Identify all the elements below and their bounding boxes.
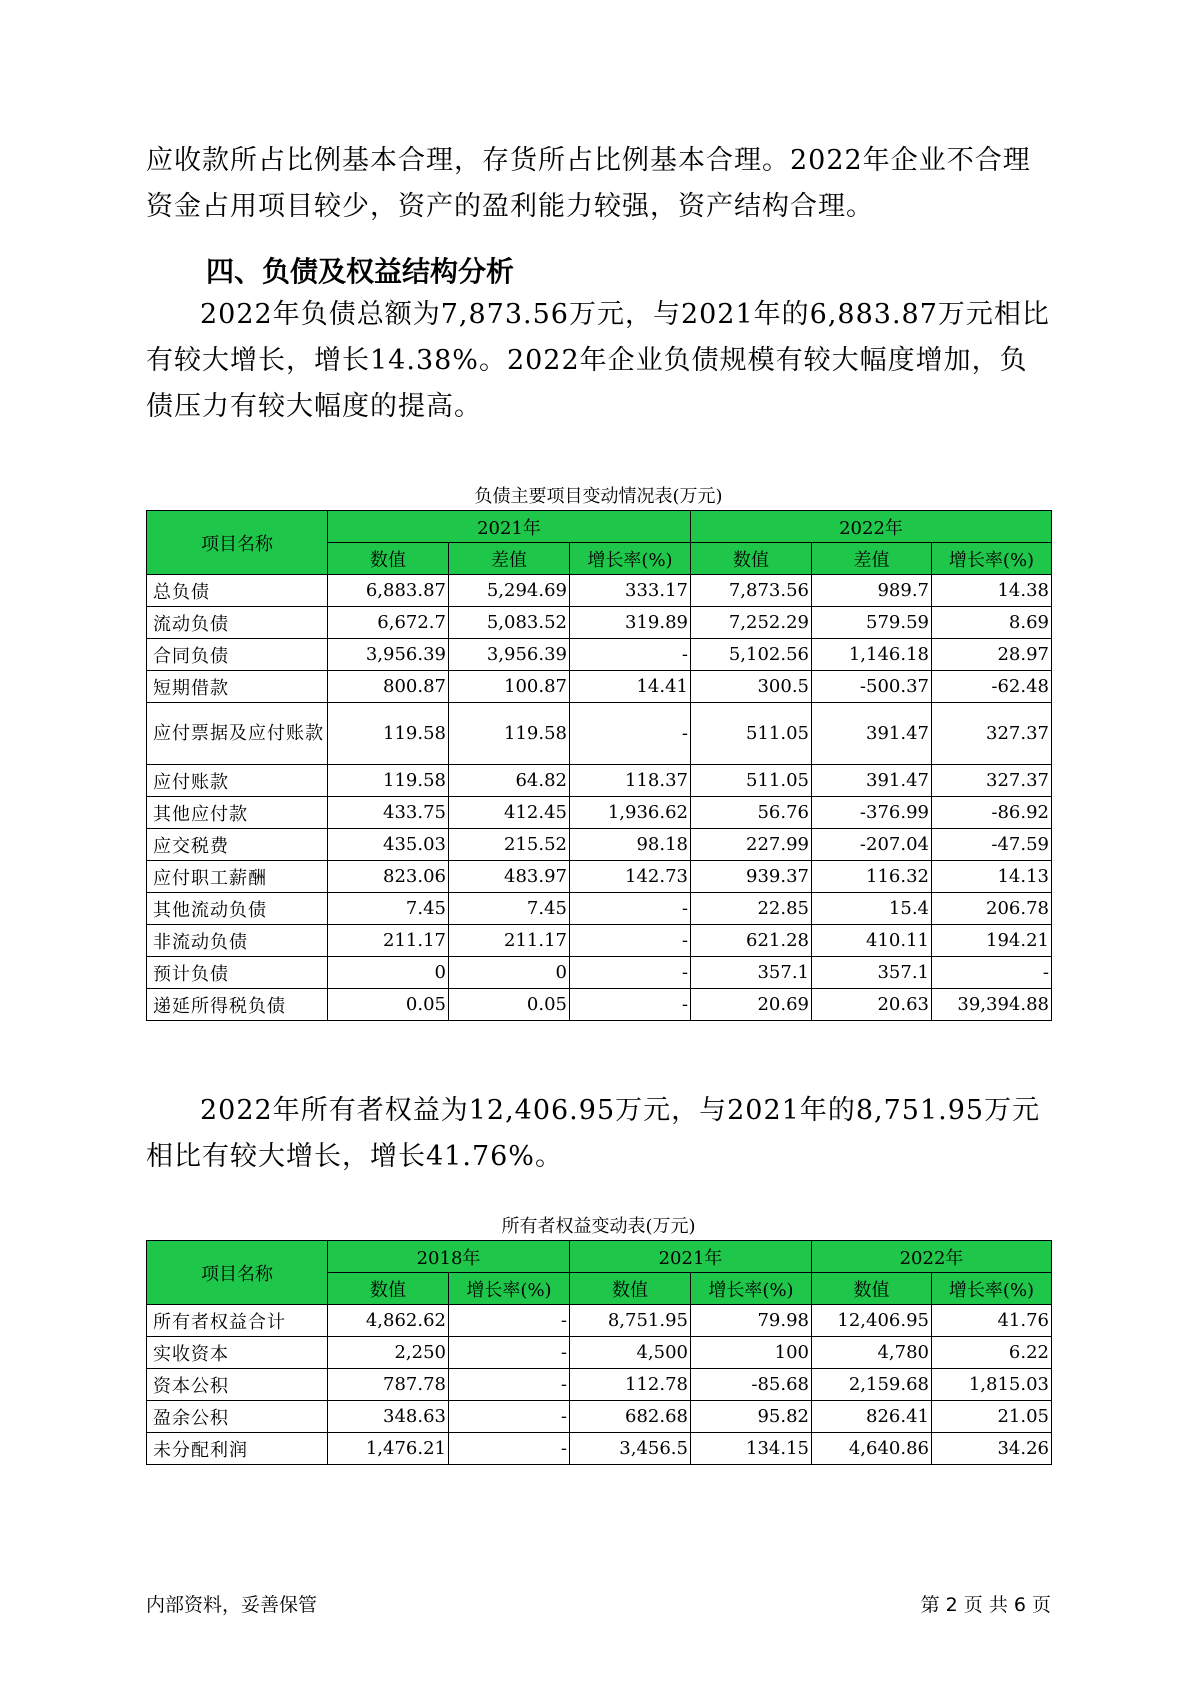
row-label: 其他流动负债 [147,893,328,925]
row-label: 盈余公积 [147,1401,328,1433]
table-row [147,925,1052,957]
liability-table [146,510,1052,1021]
table-cell: 4,780 [812,1337,932,1369]
table-cell: 6.22 [932,1337,1052,1369]
header-year-2021: 2021年 [570,1241,812,1273]
table-cell: 410.11 [812,925,932,957]
table-row [147,893,1052,925]
table-cell: 1,815.03 [932,1369,1052,1401]
table-cell: 211.17 [328,925,449,957]
table-cell: 22.85 [691,893,812,925]
row-label: 应付票据及应付账款 [147,703,328,765]
table-row [147,1337,1052,1369]
table-row [147,1433,1052,1465]
table-cell: 14.41 [570,671,691,703]
table-cell: 300.5 [691,671,812,703]
table-cell: - [449,1401,570,1433]
table-cell: 1,936.62 [570,797,691,829]
table-cell: 41.76 [932,1305,1052,1337]
row-label: 递延所得税负债 [147,989,328,1021]
subheader-value: 数值 [691,543,812,575]
subheader-value: 数值 [328,1273,449,1305]
table-cell: 6,672.7 [328,607,449,639]
section-heading: 四、负债及权益结构分析 [206,255,515,288]
table-cell: 100 [691,1337,812,1369]
header-year-2021: 2021年 [328,511,691,543]
table-cell: 215.52 [449,829,570,861]
row-label: 总负债 [147,575,328,607]
subheader-diff: 差值 [812,543,932,575]
table-row [147,639,1052,671]
table-cell: -62.48 [932,671,1052,703]
table-cell: - [449,1305,570,1337]
table-row [147,607,1052,639]
table-row [147,957,1052,989]
table-cell: 5,294.69 [449,575,570,607]
table-cell: 116.32 [812,861,932,893]
equity-table [146,1240,1052,1465]
table-cell: 319.89 [570,607,691,639]
equity-paragraph: 2022年所有者权益为12,406.95万元，与2021年的8,751.95万元相比有较大增长，增长41.76%。 [146,1095,1041,1172]
table-cell: 327.37 [932,765,1052,797]
table-cell: 142.73 [570,861,691,893]
table-cell: 7.45 [328,893,449,925]
table-cell: 939.37 [691,861,812,893]
table-cell: 12,406.95 [812,1305,932,1337]
table-cell: 0 [449,957,570,989]
table-cell: 39,394.88 [932,989,1052,1021]
header-item-name: 项目名称 [147,511,328,575]
table-cell: -86.92 [932,797,1052,829]
table-cell: 3,456.5 [570,1433,691,1465]
subheader-growth: 增长率(%) [932,543,1052,575]
table-cell: -47.59 [932,829,1052,861]
table-cell: 2,159.68 [812,1369,932,1401]
table-cell: 2,250 [328,1337,449,1369]
table-cell: 433.75 [328,797,449,829]
table-cell: 119.58 [328,765,449,797]
table-cell: -207.04 [812,829,932,861]
table-cell: 327.37 [932,703,1052,765]
table-cell: - [449,1433,570,1465]
table-cell: 20.69 [691,989,812,1021]
table-cell: 4,862.62 [328,1305,449,1337]
table-cell: 0 [328,957,449,989]
table-cell: 56.76 [691,797,812,829]
table-cell: 7,252.29 [691,607,812,639]
table-cell: 95.82 [691,1401,812,1433]
table-cell: 483.97 [449,861,570,893]
subheader-value: 数值 [812,1273,932,1305]
table-cell: 4,500 [570,1337,691,1369]
table-cell: 1,476.21 [328,1433,449,1465]
table-cell: 28.97 [932,639,1052,671]
row-label: 所有者权益合计 [147,1305,328,1337]
table-cell: - [570,989,691,1021]
row-label: 短期借款 [147,671,328,703]
table-cell: 333.17 [570,575,691,607]
row-label: 预计负债 [147,957,328,989]
table-cell: - [570,957,691,989]
header-year-2018: 2018年 [328,1241,570,1273]
table-cell: 34.26 [932,1433,1052,1465]
table-cell: 119.58 [449,703,570,765]
subheader-growth: 增长率(%) [691,1273,812,1305]
table-row [147,765,1052,797]
table-cell: 579.59 [812,607,932,639]
table-row [147,861,1052,893]
table-cell: -500.37 [812,671,932,703]
table-cell: 227.99 [691,829,812,861]
table-cell: 800.87 [328,671,449,703]
table-cell: 412.45 [449,797,570,829]
table-cell: 8,751.95 [570,1305,691,1337]
table-cell: 112.78 [570,1369,691,1401]
table-cell: 14.13 [932,861,1052,893]
table-cell: 511.05 [691,765,812,797]
subheader-diff: 差值 [449,543,570,575]
table-row [147,1369,1052,1401]
table-cell: 5,102.56 [691,639,812,671]
table-cell: - [449,1369,570,1401]
table-cell: 3,956.39 [449,639,570,671]
table-cell: 14.38 [932,575,1052,607]
table-cell: 206.78 [932,893,1052,925]
table-cell: 823.06 [328,861,449,893]
table-cell: 6,883.87 [328,575,449,607]
table-cell: 194.21 [932,925,1052,957]
table-cell: 5,083.52 [449,607,570,639]
table-cell: 7.45 [449,893,570,925]
table-cell: 0.05 [449,989,570,1021]
row-label: 资本公积 [147,1369,328,1401]
table-cell: - [570,925,691,957]
table-cell: - [570,639,691,671]
table-cell: 391.47 [812,703,932,765]
table-cell: 357.1 [812,957,932,989]
table-cell: - [570,893,691,925]
table-cell: 826.41 [812,1401,932,1433]
row-label: 流动负债 [147,607,328,639]
row-label: 未分配利润 [147,1433,328,1465]
row-label: 非流动负债 [147,925,328,957]
table-cell: 211.17 [449,925,570,957]
table-cell: 119.58 [328,703,449,765]
subheader-growth: 增长率(%) [932,1273,1052,1305]
table-cell: 435.03 [328,829,449,861]
table-cell: 4,640.86 [812,1433,932,1465]
table-cell: 787.78 [328,1369,449,1401]
table-cell: 98.18 [570,829,691,861]
equity-table-caption: 所有者权益变动表(万元) [501,1216,696,1237]
row-label: 合同负债 [147,639,328,671]
row-label: 应交税费 [147,829,328,861]
table-cell: 621.28 [691,925,812,957]
table-cell: -376.99 [812,797,932,829]
table-cell: 134.15 [691,1433,812,1465]
table-cell: 21.05 [932,1401,1052,1433]
subheader-value: 数值 [328,543,449,575]
row-label: 应付账款 [147,765,328,797]
subheader-growth: 增长率(%) [449,1273,570,1305]
subheader-value: 数值 [570,1273,691,1305]
intro-paragraph: 应收款所占比例基本合理，存货所占比例基本合理。2022年企业不合理资金占用项目较少，资产的盈利能力较强，资产结构合理。 [146,145,1031,222]
table-row [147,703,1052,765]
table-cell: 989.7 [812,575,932,607]
table-cell: 391.47 [812,765,932,797]
table-cell: 79.98 [691,1305,812,1337]
table-cell: 8.69 [932,607,1052,639]
table-row [147,1305,1052,1337]
table-cell: -85.68 [691,1369,812,1401]
row-label: 其他应付款 [147,797,328,829]
table-cell: 682.68 [570,1401,691,1433]
row-label: 实收资本 [147,1337,328,1369]
liability-table-caption: 负债主要项目变动情况表(万元) [474,486,723,507]
table-row [147,1401,1052,1433]
footer-confidential: 内部资料，妥善保管 [146,1594,318,1616]
table-row [147,829,1052,861]
subheader-growth: 增长率(%) [570,543,691,575]
table-cell: 357.1 [691,957,812,989]
row-label: 应付职工薪酬 [147,861,328,893]
footer-page-number: 第 2 页 共 6 页 [920,1594,1051,1616]
table-cell: 64.82 [449,765,570,797]
table-row [147,989,1052,1021]
table-cell: 348.63 [328,1401,449,1433]
table-cell: 511.05 [691,703,812,765]
table-cell: 3,956.39 [328,639,449,671]
header-year-2022: 2022年 [812,1241,1052,1273]
table-cell: 1,146.18 [812,639,932,671]
table-cell: 100.87 [449,671,570,703]
table-cell: 7,873.56 [691,575,812,607]
table-row [147,797,1052,829]
header-year-2022: 2022年 [691,511,1052,543]
table-row [147,575,1052,607]
table-cell: - [932,957,1052,989]
table-cell: 15.4 [812,893,932,925]
table-cell: - [449,1337,570,1369]
table-cell: - [570,703,691,765]
table-cell: 0.05 [328,989,449,1021]
table-cell: 118.37 [570,765,691,797]
table-row [147,671,1052,703]
table-cell: 20.63 [812,989,932,1021]
header-item-name: 项目名称 [147,1241,328,1305]
liability-paragraph: 2022年负债总额为7,873.56万元，与2021年的6,883.87万元相比有较大增长，增长14.38%。2022年企业负债规模有较大幅度增加，负债压力有较大幅度的提高。 [146,299,1050,422]
